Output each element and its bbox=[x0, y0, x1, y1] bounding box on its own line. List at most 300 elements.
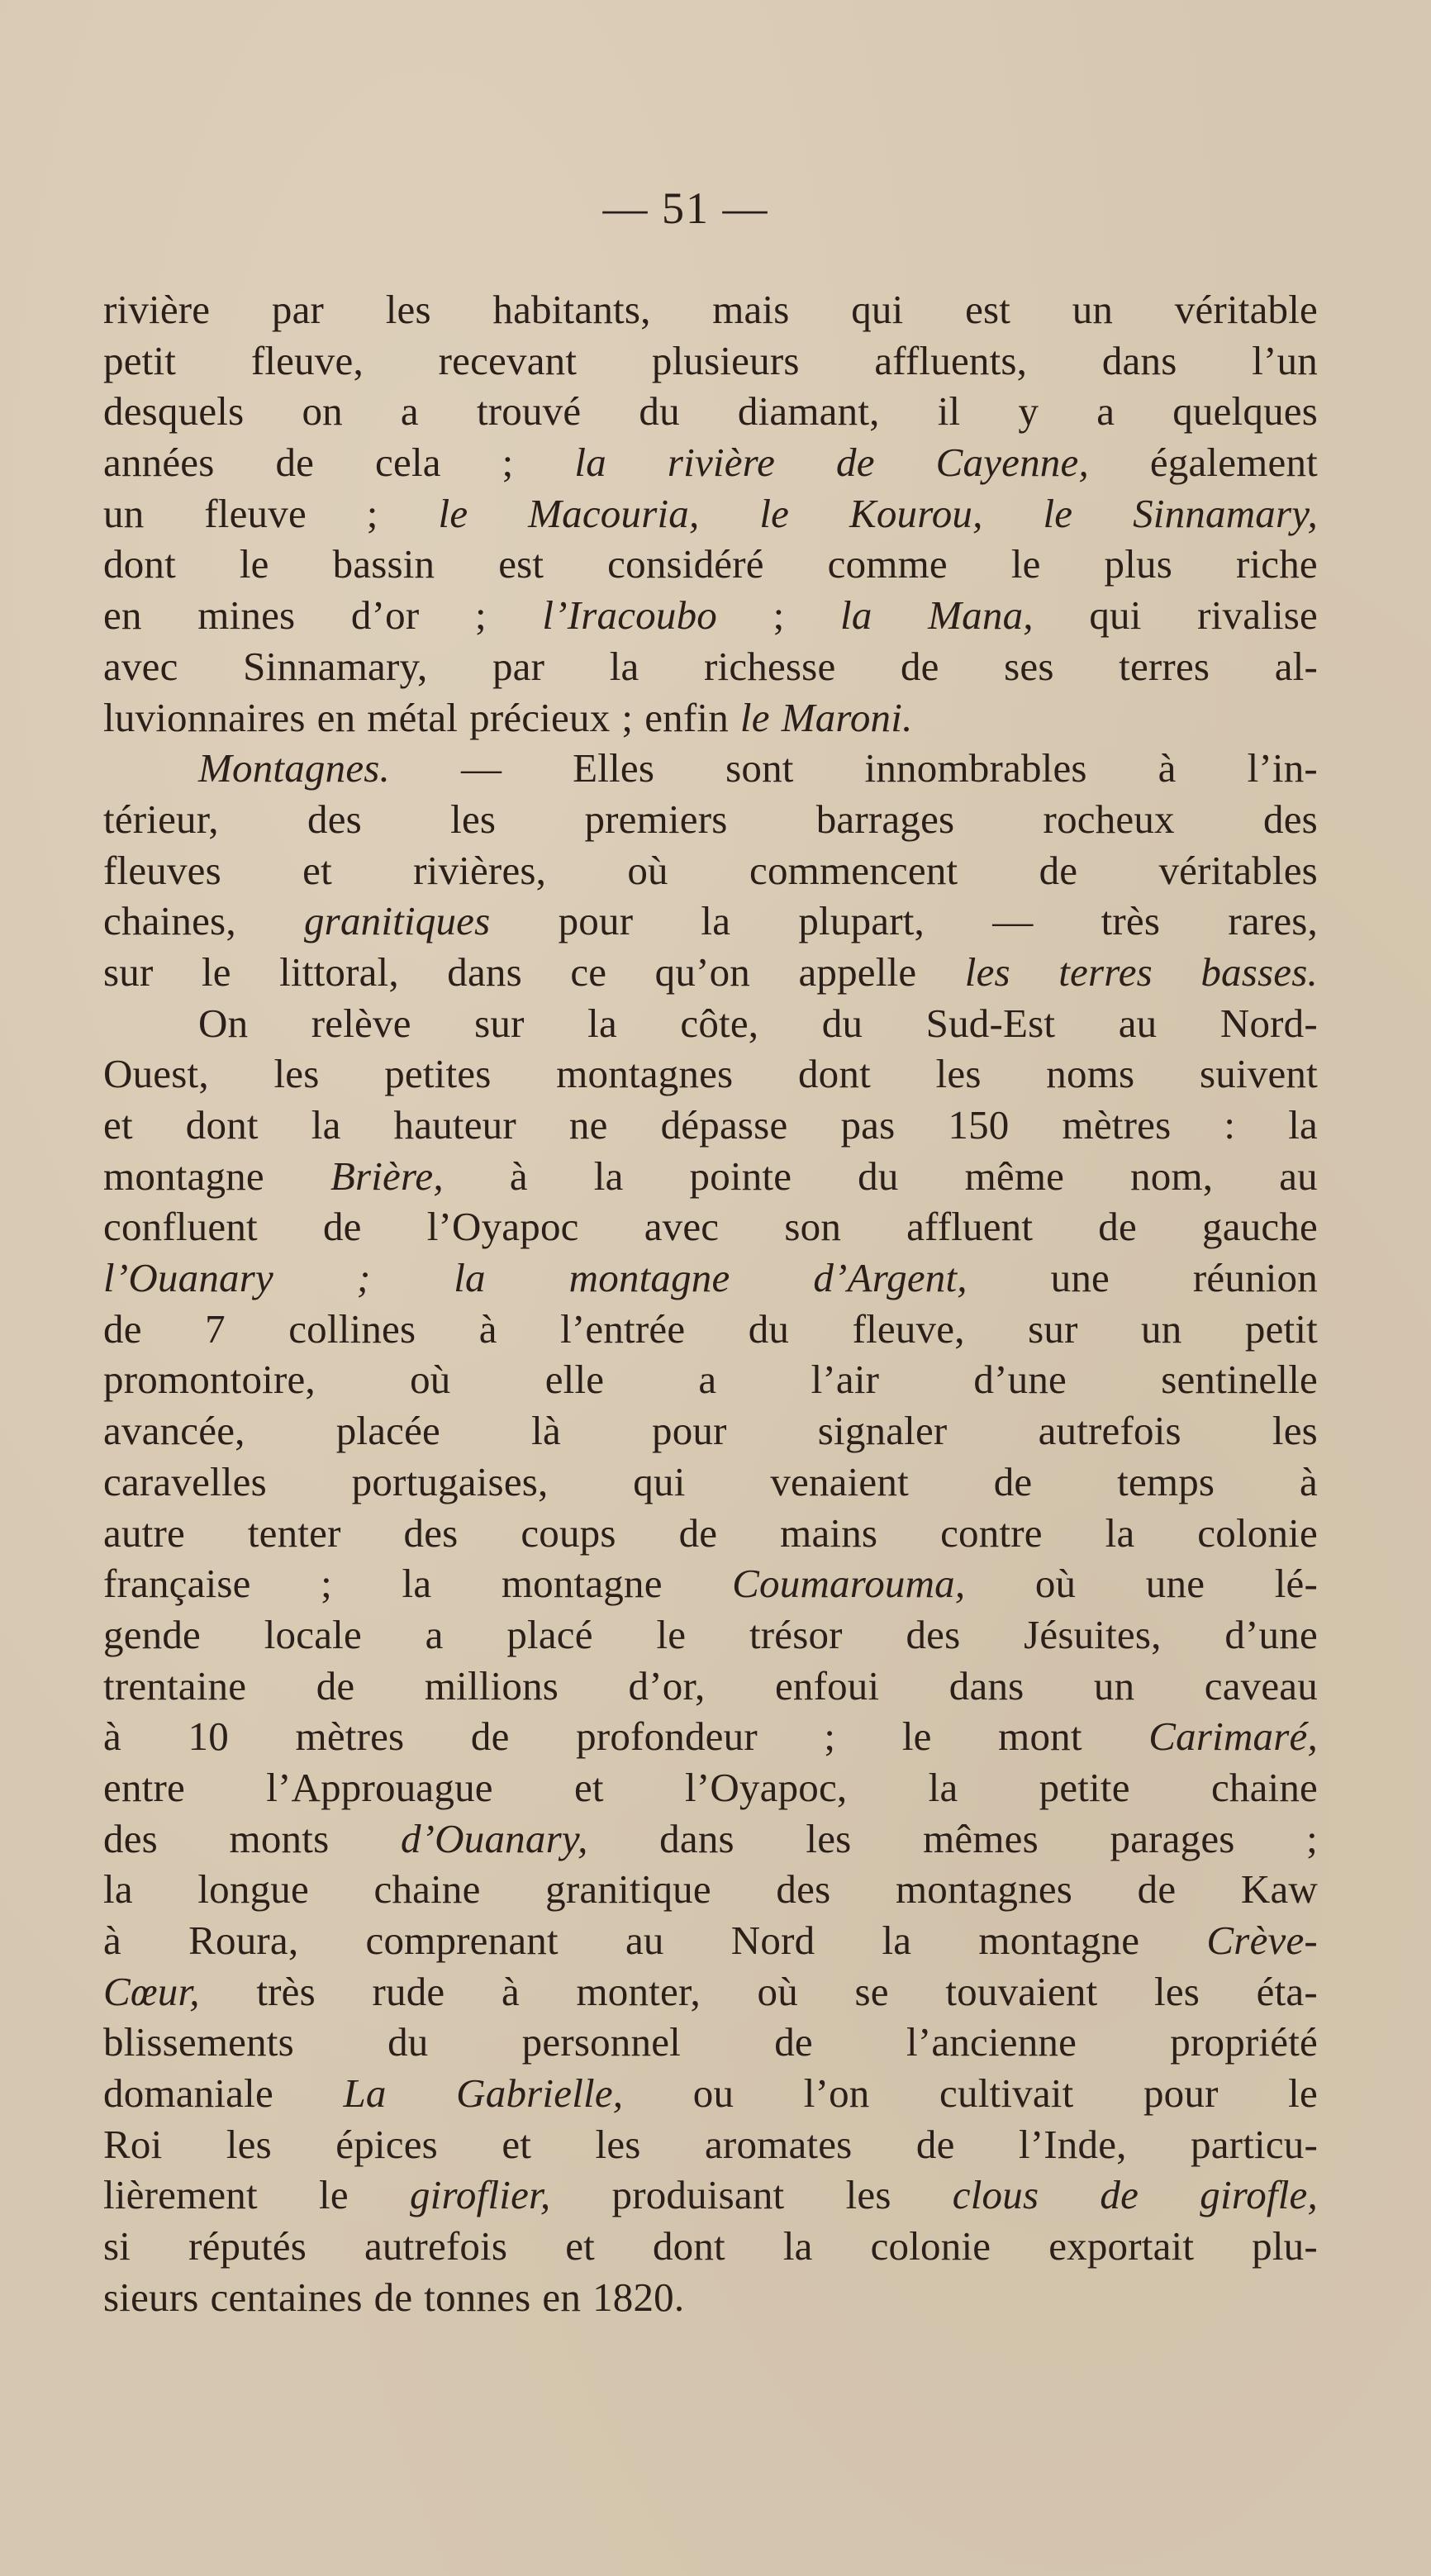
word: réputés bbox=[188, 2223, 307, 2269]
word: sont bbox=[725, 745, 794, 791]
word: pour bbox=[558, 898, 634, 944]
text-line bbox=[103, 1100, 1318, 1151]
word: plu- bbox=[1252, 2223, 1318, 2269]
word: à bbox=[1299, 1458, 1318, 1504]
word: dont bbox=[103, 541, 176, 587]
text-line-words bbox=[103, 692, 1318, 744]
italic-word: les bbox=[964, 948, 1010, 995]
word: millions bbox=[424, 1662, 559, 1709]
word: rude bbox=[372, 1968, 445, 2014]
word: les bbox=[385, 287, 431, 332]
text-line bbox=[103, 1508, 1318, 1559]
word: enfoui bbox=[774, 1662, 880, 1709]
word: de bbox=[1039, 847, 1078, 893]
word: venaient bbox=[770, 1458, 909, 1504]
word: les bbox=[935, 1051, 982, 1097]
word: granitique bbox=[545, 1866, 711, 1913]
word: de bbox=[1098, 1204, 1137, 1250]
text-line bbox=[103, 1304, 1318, 1355]
text-line bbox=[103, 947, 1318, 998]
word: dans bbox=[1101, 337, 1177, 383]
italic-word: la bbox=[574, 440, 606, 486]
word: premiers bbox=[584, 796, 728, 842]
text-line bbox=[103, 2272, 1318, 2323]
word: côte, bbox=[680, 1000, 759, 1046]
word: et bbox=[502, 2121, 532, 2167]
text-line-words bbox=[103, 2068, 1318, 2119]
text-line-words bbox=[103, 386, 1318, 437]
word: ou bbox=[692, 2070, 735, 2117]
word: l’ancienne bbox=[906, 2019, 1077, 2065]
word: sur bbox=[103, 948, 154, 995]
word: centaines bbox=[210, 2274, 363, 2320]
text-line-words bbox=[103, 1304, 1318, 1355]
text-line-words bbox=[103, 896, 1318, 947]
word: qui bbox=[633, 1458, 686, 1504]
word: dont bbox=[185, 1102, 259, 1148]
word: de bbox=[470, 1713, 510, 1760]
text-line bbox=[103, 1711, 1318, 1762]
word: à bbox=[501, 1968, 520, 2014]
word: les bbox=[273, 1051, 320, 1097]
text-line bbox=[103, 1966, 1318, 2018]
text-line bbox=[103, 1201, 1318, 1252]
word: la bbox=[1105, 1509, 1135, 1556]
word: années bbox=[103, 440, 215, 486]
word: en bbox=[542, 2274, 582, 2320]
word: et bbox=[573, 1764, 604, 1810]
word: des bbox=[1263, 796, 1318, 842]
word: domaniale bbox=[103, 2070, 273, 2117]
word: ; bbox=[621, 694, 634, 740]
word: le bbox=[656, 1611, 687, 1657]
word: appelle bbox=[798, 948, 917, 995]
text-line bbox=[103, 437, 1318, 488]
word: placée bbox=[335, 1408, 441, 1454]
word: où bbox=[757, 1968, 798, 2014]
italic-word: Carimaré, bbox=[1148, 1713, 1318, 1760]
text-line-words bbox=[103, 2170, 1318, 2221]
text-line bbox=[103, 845, 1318, 896]
word: coups bbox=[521, 1509, 616, 1556]
word: : bbox=[1224, 1102, 1236, 1148]
word: un bbox=[103, 490, 145, 536]
word: pour bbox=[1143, 2070, 1219, 2117]
word: ; bbox=[474, 592, 487, 639]
word: une bbox=[1050, 1255, 1110, 1301]
text-line-words bbox=[103, 1201, 1318, 1252]
text-line-words bbox=[103, 947, 1318, 998]
word: chaine bbox=[373, 1866, 481, 1913]
word: temps bbox=[1117, 1458, 1215, 1504]
word: diamant, bbox=[737, 388, 880, 435]
word: affluents, bbox=[874, 337, 1028, 383]
text-line bbox=[103, 335, 1318, 387]
word: cultivait bbox=[939, 2070, 1074, 2117]
text-line-words bbox=[103, 1966, 1318, 2018]
text-line bbox=[103, 998, 1318, 1049]
word: montagne bbox=[501, 1561, 663, 1607]
word: sieurs bbox=[103, 2274, 199, 2320]
word: relève bbox=[311, 1000, 411, 1046]
word: précieux bbox=[469, 694, 611, 740]
word: de bbox=[915, 2121, 955, 2167]
word: sentinelle bbox=[1161, 1357, 1318, 1403]
word: ; bbox=[321, 1561, 332, 1607]
text-line-words bbox=[103, 1457, 1318, 1508]
word: trentaine bbox=[103, 1662, 247, 1709]
word: les bbox=[845, 2172, 891, 2218]
word: et bbox=[565, 2223, 595, 2269]
italic-word: le bbox=[1043, 490, 1073, 536]
text-line bbox=[103, 284, 1318, 335]
word: Nord bbox=[730, 1918, 815, 1963]
word: habitants, bbox=[492, 287, 651, 332]
word: l’in- bbox=[1247, 745, 1318, 791]
word: dont bbox=[652, 2223, 725, 2269]
word: par bbox=[271, 287, 325, 332]
italic-word: ; bbox=[356, 1255, 371, 1301]
word: mains bbox=[780, 1509, 878, 1556]
word: hauteur bbox=[393, 1102, 516, 1148]
italic-word: girofle, bbox=[1200, 2172, 1318, 2218]
italic-word: terres bbox=[1058, 948, 1153, 995]
word: affluent bbox=[906, 1204, 1034, 1250]
word: à bbox=[509, 1153, 528, 1199]
word: parages bbox=[1110, 1815, 1235, 1861]
word: noms bbox=[1046, 1051, 1135, 1097]
text-line bbox=[103, 2221, 1318, 2272]
word: blissements bbox=[103, 2019, 294, 2065]
italic-word: le bbox=[759, 490, 790, 536]
word: ; bbox=[773, 592, 785, 639]
italic-word: l’Iracoubo bbox=[542, 592, 717, 639]
text-line-words bbox=[103, 539, 1318, 590]
italic-word: Gabrielle, bbox=[456, 2070, 624, 2117]
word: le bbox=[1288, 2070, 1318, 2117]
word: l’entrée bbox=[560, 1305, 686, 1352]
word: riche bbox=[1235, 541, 1318, 587]
word: des bbox=[776, 1866, 831, 1913]
word: — bbox=[460, 745, 502, 791]
word: richesse bbox=[703, 643, 836, 689]
word: montagne bbox=[978, 1918, 1140, 1963]
word: il bbox=[937, 388, 961, 435]
word: de bbox=[1137, 1866, 1177, 1913]
word: luvionnaires bbox=[103, 694, 306, 740]
text-line-words bbox=[103, 1915, 1318, 1966]
word: rivalise bbox=[1197, 592, 1318, 639]
word: épices bbox=[335, 2121, 438, 2167]
word: au bbox=[1279, 1153, 1318, 1199]
word: produisant bbox=[611, 2172, 785, 2218]
word: où bbox=[410, 1357, 451, 1403]
word: dans bbox=[447, 948, 522, 995]
text-line bbox=[103, 1915, 1318, 1966]
word: elle bbox=[544, 1357, 605, 1403]
word: 7 bbox=[205, 1305, 226, 1352]
word: a bbox=[425, 1611, 444, 1657]
word: littoral, bbox=[279, 948, 399, 995]
word: exportait bbox=[1048, 2223, 1195, 2269]
word: fleuve, bbox=[250, 337, 364, 383]
word: chaine bbox=[1210, 1764, 1318, 1810]
word: l’Inde, bbox=[1018, 2121, 1127, 2167]
word: dont bbox=[797, 1051, 871, 1097]
text-line-words bbox=[103, 1813, 1318, 1865]
word: du bbox=[639, 388, 680, 435]
word: sur bbox=[1028, 1305, 1078, 1352]
italic-word: Crève- bbox=[1206, 1918, 1318, 1963]
word: pas bbox=[840, 1102, 896, 1148]
word: de bbox=[103, 1305, 142, 1352]
word: on bbox=[302, 388, 343, 435]
word: de bbox=[678, 1509, 718, 1556]
word: du bbox=[821, 1000, 863, 1046]
italic-word: Maroni. bbox=[781, 694, 913, 740]
text-line-words bbox=[103, 1609, 1318, 1661]
word: gende bbox=[103, 1611, 201, 1657]
word: plupart, bbox=[798, 898, 925, 944]
word: d’or bbox=[350, 592, 420, 639]
word: là bbox=[531, 1408, 561, 1454]
italic-word: Macouria, bbox=[528, 490, 700, 536]
text-line-words bbox=[103, 2272, 1318, 2323]
word: suivent bbox=[1199, 1051, 1318, 1097]
text-line bbox=[103, 1661, 1318, 1712]
word: métal bbox=[367, 694, 459, 740]
word: a bbox=[400, 388, 419, 435]
word: la bbox=[402, 1561, 432, 1607]
word: mêmes bbox=[923, 1815, 1039, 1861]
word: pointe bbox=[689, 1153, 792, 1199]
word: particu- bbox=[1191, 2121, 1318, 2167]
text-line bbox=[103, 2170, 1318, 2221]
word: petit bbox=[1244, 1305, 1318, 1352]
word: fleuves bbox=[103, 847, 221, 893]
text-line-words bbox=[103, 845, 1318, 896]
word: la bbox=[311, 1102, 341, 1148]
word: ; bbox=[824, 1713, 836, 1760]
word: commencent bbox=[749, 847, 958, 893]
word: propriété bbox=[1170, 2019, 1318, 2065]
word: Sud-Est bbox=[925, 1000, 1056, 1046]
word: l’Oyapoc, bbox=[685, 1764, 848, 1810]
text-line-words bbox=[103, 335, 1318, 387]
word: pour bbox=[652, 1408, 727, 1454]
word: monts bbox=[229, 1815, 330, 1861]
word: du bbox=[748, 1305, 790, 1352]
page-number: — 51 — bbox=[602, 183, 769, 233]
word: à bbox=[478, 1305, 497, 1352]
word: monter, bbox=[576, 1968, 701, 2014]
italic-word: de bbox=[1100, 2172, 1139, 2218]
word: longue bbox=[197, 1866, 309, 1913]
word: à bbox=[1158, 745, 1177, 791]
italic-word: La bbox=[343, 2070, 387, 2117]
word: également bbox=[1149, 440, 1318, 486]
text-line-words bbox=[103, 1405, 1318, 1457]
text-line-words bbox=[103, 1711, 1318, 1762]
word: portugaises, bbox=[351, 1458, 549, 1504]
word: une bbox=[1145, 1561, 1205, 1607]
text-line bbox=[103, 386, 1318, 437]
word: la bbox=[782, 2223, 813, 2269]
word: mines bbox=[197, 592, 296, 639]
word: de bbox=[993, 1458, 1033, 1504]
word: montagnes bbox=[895, 1866, 1073, 1913]
text-line-words bbox=[103, 590, 1318, 641]
word: barrages bbox=[815, 796, 955, 842]
word: est bbox=[498, 541, 544, 587]
text-line bbox=[103, 488, 1318, 539]
text-line bbox=[103, 539, 1318, 590]
word: Sinnamary, bbox=[243, 643, 428, 689]
word: avec bbox=[644, 1204, 720, 1250]
word: de bbox=[900, 643, 939, 689]
word: un bbox=[1141, 1305, 1182, 1352]
word: petit bbox=[103, 337, 177, 383]
word: On bbox=[198, 1000, 249, 1046]
word: son bbox=[784, 1204, 842, 1250]
word: nom, bbox=[1130, 1153, 1214, 1199]
word: Nord- bbox=[1219, 1000, 1318, 1046]
word: la bbox=[103, 1866, 133, 1913]
word: placé bbox=[506, 1611, 593, 1657]
word: véritables bbox=[1158, 847, 1318, 893]
word: enfin bbox=[644, 694, 729, 740]
text-line bbox=[103, 1354, 1318, 1405]
text-line-words bbox=[103, 2017, 1318, 2068]
word: desquels bbox=[103, 388, 245, 435]
italic-word: Brière, bbox=[330, 1153, 444, 1199]
italic-word: la bbox=[454, 1255, 486, 1301]
word: ; bbox=[366, 490, 378, 536]
word: 150 bbox=[948, 1102, 1010, 1148]
word: profondeur bbox=[576, 1713, 758, 1760]
word: mètres bbox=[295, 1713, 405, 1760]
word: rocheux bbox=[1043, 796, 1175, 842]
word: rivières, bbox=[413, 847, 547, 893]
word: montagne bbox=[103, 1153, 264, 1199]
body-text bbox=[103, 284, 1318, 2323]
text-line-words bbox=[103, 2119, 1318, 2170]
word: al- bbox=[1274, 643, 1318, 689]
word: trouvé bbox=[476, 388, 582, 435]
word: des bbox=[103, 1815, 158, 1861]
text-line bbox=[103, 794, 1318, 845]
text-line bbox=[103, 1457, 1318, 1508]
word: la bbox=[1288, 1102, 1318, 1148]
text-line bbox=[103, 1609, 1318, 1661]
word: réunion bbox=[1192, 1255, 1318, 1301]
word: caveau bbox=[1204, 1662, 1318, 1709]
text-line-words bbox=[103, 1558, 1318, 1609]
word: le bbox=[901, 1713, 932, 1760]
word: caravelles bbox=[103, 1458, 267, 1504]
word: l’on bbox=[803, 2070, 870, 2117]
word: ; bbox=[502, 440, 514, 486]
text-line-words bbox=[103, 1048, 1318, 1100]
word: colonie bbox=[1197, 1509, 1318, 1556]
word: petites bbox=[384, 1051, 492, 1097]
text-line-words bbox=[103, 1508, 1318, 1559]
word: de bbox=[275, 440, 315, 486]
word: la bbox=[587, 1000, 617, 1046]
italic-word: l’Ouanary bbox=[103, 1255, 273, 1301]
word: où bbox=[627, 847, 668, 893]
text-line-words bbox=[103, 284, 1318, 335]
word: chaines, bbox=[103, 898, 236, 944]
word: collines bbox=[288, 1305, 416, 1352]
italic-word: giroflier, bbox=[409, 2172, 551, 2218]
italic-word: le bbox=[438, 490, 468, 536]
italic-word: la bbox=[840, 592, 872, 639]
text-line bbox=[103, 641, 1318, 692]
text-line-words bbox=[103, 1252, 1318, 1304]
word: promontoire, bbox=[103, 1357, 316, 1403]
word: les bbox=[450, 796, 497, 842]
word: mont bbox=[998, 1713, 1082, 1760]
word: tenter bbox=[247, 1509, 341, 1556]
word: les bbox=[226, 2121, 272, 2167]
word: aromates bbox=[704, 2121, 853, 2167]
text-line-words bbox=[198, 998, 1318, 1049]
word: térieur, bbox=[103, 796, 219, 842]
word: comprenant bbox=[365, 1918, 559, 1963]
word: si bbox=[103, 2223, 131, 2269]
text-line-words bbox=[103, 794, 1318, 845]
word: considéré bbox=[607, 541, 764, 587]
word: le bbox=[1010, 541, 1041, 587]
word: des bbox=[906, 1611, 961, 1657]
word: Jésuites, bbox=[1024, 1611, 1162, 1657]
word: du bbox=[387, 2019, 429, 2065]
word: trésor bbox=[749, 1611, 843, 1657]
text-line bbox=[103, 590, 1318, 641]
italic-word: Coumarouma, bbox=[732, 1561, 966, 1607]
word: confluent bbox=[103, 1204, 258, 1250]
word: autre bbox=[103, 1509, 185, 1556]
italic-word: clous bbox=[952, 2172, 1039, 2218]
word: locale bbox=[264, 1611, 362, 1657]
text-line bbox=[103, 1762, 1318, 1813]
word: contre bbox=[940, 1509, 1043, 1556]
text-line bbox=[103, 2119, 1318, 2170]
word: un bbox=[1072, 287, 1114, 332]
word: comme bbox=[827, 541, 948, 587]
word: la bbox=[593, 1153, 624, 1199]
word: les bbox=[1154, 1968, 1200, 2014]
word: avec bbox=[103, 643, 178, 689]
text-line bbox=[103, 896, 1318, 947]
italic-word: Mana, bbox=[928, 592, 1034, 639]
word: l’air bbox=[811, 1357, 880, 1403]
word: qu’on bbox=[654, 948, 750, 995]
word: fleuve bbox=[204, 490, 307, 536]
word: rivière bbox=[103, 287, 211, 332]
word: est bbox=[965, 287, 1011, 332]
word: montagnes bbox=[556, 1051, 734, 1097]
word: ses bbox=[1004, 643, 1054, 689]
word: très bbox=[256, 1968, 316, 2014]
text-line-words bbox=[103, 1661, 1318, 1712]
word: en bbox=[316, 694, 356, 740]
text-line-words bbox=[198, 743, 1318, 794]
word: qui bbox=[851, 287, 904, 332]
word: ne bbox=[568, 1102, 608, 1148]
word: terres bbox=[1119, 643, 1210, 689]
